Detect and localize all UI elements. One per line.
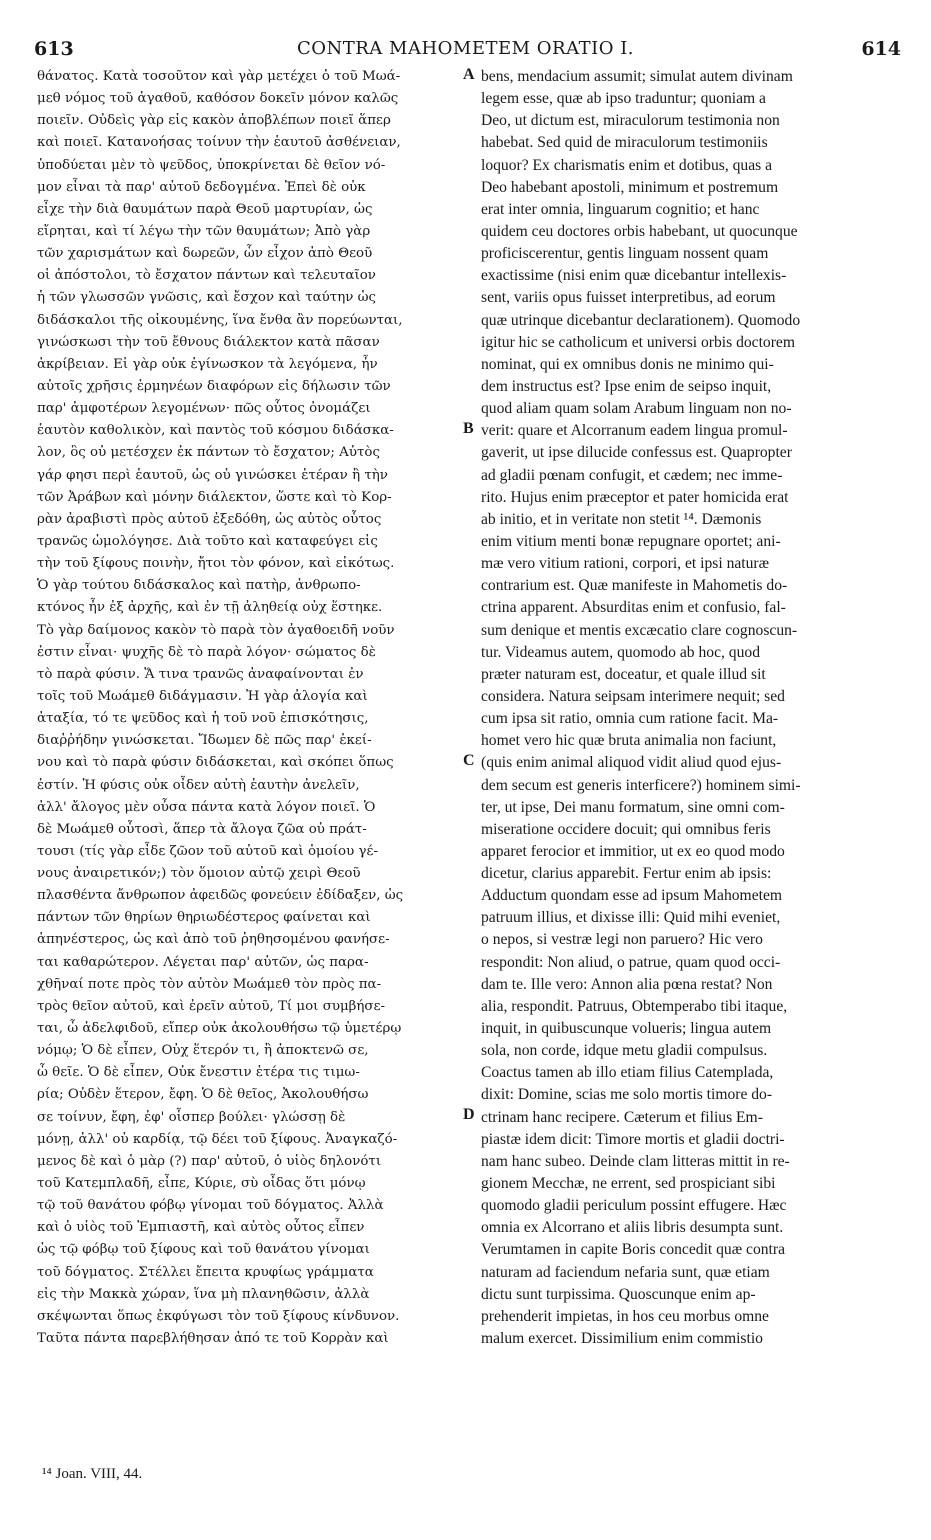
latin-text-line: patruum illius, et dixisse illi: Quid mihi eveniet, (481, 909, 781, 927)
greek-text-line: ὡς τῷ φόβῳ τοῦ ξίφους καὶ τοῦ θανάτου γίνομαι (37, 1242, 370, 1258)
greek-text-line: ται καθαρώτερον. Λέγεται παρ' αὐτῶν, ὡς παρα- (37, 954, 369, 970)
latin-text-line: apparet ferocior et immitior, ut ex eo quod modo (481, 842, 785, 860)
greek-text-line: πάντων τῶν θηρίων θηριωδέστερος φαίνεται καὶ (37, 910, 371, 926)
greek-text-line: ἀκρίβειαν. Εἰ γὰρ οὐκ ἐγίνωσκον τὰ λεγόμενα, ἦν (37, 356, 378, 372)
greek-text-line: εἴρηται, καὶ τί λέγω τὴν τῶν θαυμάτων; Ἀπὸ γὰρ (37, 223, 371, 239)
latin-text-line: dem instructus est? Ipse enim de seipso inquit, (481, 377, 772, 395)
latin-text-line: gionem Mecchæ, ne errent, sed prospiciant sibi (481, 1175, 776, 1193)
greek-text-line: οἱ ἀπόστολοι, τὸ ἔσχατον πάντων καὶ τελευταῖον (37, 268, 376, 284)
section-marker-d: D (463, 1106, 475, 1123)
greek-text-line: ται, ὦ ἀδελφιδοῦ, εἴπερ οὐκ ἀκολουθήσω τῷ ὑμετέρῳ (37, 1021, 402, 1037)
page-header (0, 0, 931, 64)
greek-text-line: τοῖς τοῦ Μωάμεθ διδάγμασιν. Ἡ γὰρ ἀλογία καὶ (37, 688, 368, 704)
latin-text-line: homet vero hic quæ bruta animalia non faciunt, (481, 732, 777, 750)
latin-text-line: igitur hic se catholicum et universi orbis doctorem (481, 333, 795, 351)
greek-text-line: Τὸ γὰρ δαίμονος κακὸν τὸ παρὰ τὸν ἀγαθοειδῆ νοῦν (37, 622, 395, 638)
greek-text-line: εἰς τὴν Μακκὰ χώραν, ἵνα μὴ πλανηθῶσιν, ἀλλὰ (37, 1286, 370, 1302)
greek-text-line: κτόνος ἦν ἐξ ἀρχῆς, καὶ ἐν τῇ ἀληθείᾳ οὐχ ἕστηκε. (37, 600, 383, 616)
latin-text-line: loquor? Ex charismatis enim et dotibus, quas a (481, 156, 773, 174)
greek-text-line: τὴν τοῦ ξίφους ποινὴν, ἤτοι τὸν φόνον, καὶ εἰκότως. (37, 556, 395, 572)
latin-text-line: Verumtamen in capite Boris concedit quæ contra (481, 1241, 785, 1259)
greek-text-line: τῷ τοῦ θανάτου φόβῳ γίνομαι τοῦ δόγματος. Ἀλλὰ (37, 1198, 384, 1214)
latin-text-line: dicetur, clarius apparebit. Fertur enim ab ipsis: (481, 865, 772, 883)
latin-text-line: legem esse, quæ ab ipso traduntur; quoniam a (481, 90, 766, 108)
latin-text-line: contrarium est. Quæ manifeste in Mahometis do- (481, 577, 788, 595)
greek-text-line: δὲ Μωάμεθ οὗτοσὶ, ἅπερ τὰ ἄλογα ζῶα οὐ πράτ- (37, 821, 367, 837)
greek-text-line: σε τοίνυν, ἔφη, ἐφ' οἷσπερ βούλει· γλώσσῃ δὲ (37, 1109, 346, 1125)
latin-text-line: mæ vero vitium rationi, corpori, et ipsi naturæ (481, 555, 770, 573)
latin-text-line: dem secum est generis interficere?) hominem simi- (481, 776, 801, 794)
greek-text-line: πλασθέντα ἄνθρωπον ἀφειδῶς φονεύειν ἐδίδαξεν, ὡς (37, 888, 404, 904)
greek-text-line: τρανῶς ὡμολόγησε. Διὰ τοῦτο καὶ καταφεύγει εἰς (37, 533, 378, 549)
latin-text-line: verit: quare et Alcorranum eadem lingua promul- (481, 422, 788, 440)
latin-text-line: nominat, qui ex omnibus donis ne minimo qui- (481, 355, 774, 373)
section-marker-b: B (463, 420, 474, 437)
greek-text-line: αὐτοῖς χρῆσις ἑρμηνέων διαφόρων εἰς δήλωσιν τῶν (37, 378, 391, 394)
greek-text-line: καὶ ποιεῖ. Κατανοήσας τοίνυν τὴν ἑαυτοῦ ἀσθένειαν, (37, 135, 401, 151)
latin-text-line: Coactus tamen ab illo etiam filius Catemplada, (481, 1064, 774, 1082)
latin-text-line: bens, mendacium assumit; simulat autem divinam (481, 68, 793, 85)
greek-text-line: ἡ τῶν γλωσσῶν γνῶσις, καὶ ἔσχον καὶ ταύτην ὡς (37, 290, 377, 306)
greek-text-line: θάνατος. Κατὰ τοσοῦτον καὶ γὰρ μετέχει ὁ τοῦ Μωά- (37, 69, 401, 84)
greek-text-line: χθῆναί ποτε πρὸς τὸν αὐτὸν Μωάμεθ τὸν πρὸς πα- (37, 976, 382, 992)
latin-text-line: ad gladii pœnam confugit, et cædem; nec imme- (481, 466, 783, 484)
latin-text-line: malum exercet. Dissimilium enim commistio (481, 1330, 763, 1348)
greek-text-line: παρ' ἀμφοτέρων λεγομένων· πῶς οὗτος ὀνομάζει (37, 401, 371, 417)
latin-text-line: Adductum quondam esse ad ipsum Mahometem (481, 887, 782, 905)
latin-text-line: quomodo gladii periculum possint effugere. Hæc (481, 1197, 787, 1215)
greek-text-line: ἐστίν. Ἡ φύσις οὐκ οἶδεν αὐτὴ ἑαυτὴν ἀνελεῖν, (37, 777, 360, 793)
greek-text-line: τῶν Ἀράβων καὶ μόνην διάλεκτον, ὥστε καὶ τὸ Κορ- (37, 489, 392, 505)
greek-text-line: μον εἶναι τὰ παρ' αὐτοῦ δεδογμένα. Ἐπεὶ δὲ οὐκ (37, 179, 366, 195)
page-number-right: 614 (861, 38, 901, 60)
greek-text-line: ἑαυτὸν καθολικὸν, καὶ παντὸς τοῦ κόσμου διδάσκα- (37, 423, 394, 439)
latin-column (481, 66, 903, 1350)
latin-text-line: ctrinam hanc recipere. Cæterum et filius Em- (481, 1108, 763, 1126)
latin-text-line: quidem ceu doctores orbis habebant, ut quocunque (481, 222, 798, 240)
latin-text-line: tur. Videamus autem, quomodo ab hoc, quod (481, 643, 760, 661)
latin-text-line: alia, respondit. Patruus, Obtemperabo tibi itaque, (481, 997, 788, 1015)
greek-text-line: σκέψωνται ὅπως ἐκφύγωσι τὸν τοῦ ξίφους κίνδυνον. (37, 1308, 400, 1324)
greek-text-line: ἀλλ' ἄλογος μὲν οὖσα πάντα κατὰ λόγον ποιεῖ. Ὁ (37, 799, 376, 815)
latin-text-line: sent, variis opus fuisset interpretibus, ad eorum (481, 289, 776, 307)
latin-text-line: dixit: Domine, scias me solo mortis timore do- (481, 1086, 773, 1104)
latin-text-line: rito. Hujus enim præceptor et pater homicida erat (481, 488, 789, 506)
latin-text-line: habebat. Sed quid de miraculorum testimoniis (481, 134, 768, 152)
latin-text-line: o nepos, si vestræ legi non paruero? Hic vero (481, 931, 763, 949)
greek-text-line: τρὸς θεῖον αὐτοῦ, καὶ ἐρεῖν αὐτοῦ, Τί μοι συμβήσε- (37, 998, 386, 1014)
greek-column (37, 66, 457, 1350)
latin-text-line: quod aliam quam solam Arabum linguam non no- (481, 400, 792, 418)
latin-text-line: naturam ad faciendum nefaria sunt, quæ etiam (481, 1263, 770, 1281)
latin-text-line: inquit, in quibuscunque volueris; lingua autem (481, 1020, 772, 1038)
latin-text-line: omnia ex Alcorrano et aliis libris desumpta sunt. (481, 1219, 784, 1237)
latin-text-line: ctrina apparent. Absurditas enim et confusio, fal- (481, 599, 786, 617)
latin-text-line: dam te. Ille vero: Annon alia pœna restat? Non (481, 975, 773, 993)
greek-text-line: τουσι (τίς γὰρ εἶδε ζῶον τοῦ αὐτοῦ καὶ ὁμοίου γέ- (37, 843, 378, 859)
latin-text-line: cum ipsa sit ratio, omnia cum ratione facit. Ma- (481, 710, 779, 728)
latin-text-line: exactissime (nisi enim quæ dicebantur intellexis- (481, 267, 787, 285)
greek-text-line: ποιεῖν. Οὐδεὶς γὰρ εἰς κακὸν ἀποβλέπων ποιεῖ ἅπερ (37, 113, 391, 129)
greek-text-line: γινώσκωσι τὴν τοῦ ἔθνους διάλεκτον κατὰ πᾶσαν (37, 334, 380, 350)
latin-text-line: miseratione occidere docuit; qui omnibus feris (481, 820, 771, 838)
greek-text-line: μεθ νόμος τοῦ ἀγαθοῦ, καθόσον δοκεῖν μόνον καλῶς (37, 91, 399, 107)
latin-text-line: gaverit, ut ipse dilucide confessus est. Quapropter (481, 444, 792, 462)
greek-text-line: ἐστιν εἶναι· ψυχῆς δὲ τὸ παρὰ λόγον· σώματος δὲ (37, 644, 376, 660)
greek-text-line: μόνῃ, ἀλλ' οὐ καρδίᾳ, τῷ δέει τοῦ ξίφους. Ἀναγκαζό- (37, 1131, 398, 1147)
greek-text-line: νου καὶ τὸ παρὰ φύσιν διδάσκεται, καὶ σκόπει ὅπως (37, 755, 394, 771)
greek-text-line: ὑποδύεται μὲν τὸ ψεῦδος, ὑποκρίνεται δὲ θεῖον νό- (37, 157, 386, 173)
page-number-left: 613 (34, 38, 74, 60)
greek-text-line: γάρ φησι περὶ ἑαυτοῦ, ὡς οὐ γινώσκει ἑτέραν ἢ τὴν (37, 467, 388, 483)
greek-text-line: ρὰν ἀραβιστὶ πρὸς αὐτοῦ ἐξεδόθη, ὡς αὐτὸς οὗτος (37, 511, 382, 527)
greek-text-line: Ὁ γὰρ τούτου διδάσκαλος καὶ πατὴρ, ἀνθρωπο- (37, 578, 361, 594)
greek-text-line: νους ἀναιρετικόν;) τὸν ὅμοιον αὐτῷ χειρὶ Θεοῦ (37, 866, 361, 882)
latin-text-line: præter naturam est, doceatur, et quale illud sit (481, 665, 766, 683)
latin-text-line: ab initio, et in veritate non stetit ¹⁴. Dæmonis (481, 510, 762, 528)
greek-text-line: τὸ παρὰ φύσιν. Ἅ τινα τρανῶς ἀναφαίνονται ἐν (37, 666, 364, 682)
greek-text-line: λον, ὃς οὐ μετέσχεν ἐκ πάντων τὸ ἔσχατον; Αὐτὸς (37, 445, 380, 461)
greek-text-line: ἀταξία, τό τε ψεῦδος καὶ ἡ τοῦ νοῦ ἐπισκότησις, (37, 711, 369, 727)
latin-text-line: prehenderit impietas, in hos ceu morbus omne (481, 1307, 769, 1325)
latin-text-line: ter, ut ipse, Dei manu formatum, sine omni com- (481, 798, 785, 816)
greek-text-line: τοῦ δόγματος. Στέλλει ἔπειτα κρυφίως γράμματα (37, 1264, 374, 1280)
greek-text-line: νόμῳ; Ὁ δὲ εἶπεν, Οὐχ ἕτερόν τι, ἢ ἀποκτενῶ σε, (37, 1043, 369, 1059)
running-title: CONTRA MAHOMETEM ORATIO I. (296, 38, 635, 59)
latin-text-line: proficiscerentur, gentis linguam nossent quam (481, 245, 769, 263)
latin-text-line: enim vitium menti bonæ repugnare oportet; ani- (481, 532, 781, 550)
greek-text-line: τοῦ Κατεμπλαδῆ, εἶπε, Κύριε, σὺ οἶδας ὅτι μόνῳ (37, 1176, 366, 1192)
greek-text-line: ἀπηνέστερος, ὡς καὶ ἀπὸ τοῦ ῥηθησομένου φανήσε- (37, 932, 390, 948)
latin-text-line: (quis enim animal aliquod vidit aliud quod ejus- (481, 754, 782, 772)
latin-text-line: considera. Natura seipsam interimere nequit; sed (481, 687, 785, 705)
latin-text-line: sola, non corde, idque metu gladii compulsus. (481, 1042, 768, 1060)
section-marker-c: C (463, 752, 475, 769)
latin-text-line: Deo, ut dictum est, miraculorum testimonia non (481, 112, 780, 130)
section-marker-a: A (463, 66, 475, 83)
latin-text-line: erat inter omnia, linguarum cognitio; et hanc (481, 200, 760, 218)
greek-text-line: τῶν χαρισμάτων καὶ δωρεῶν, ὧν εἶχον ἀπὸ Θεοῦ (37, 246, 373, 262)
latin-text-line: nam hanc subeo. Deinde clam litteras mittit in re- (481, 1152, 790, 1170)
footnote: ¹⁴ Joan. VIII, 44. (42, 1466, 143, 1482)
latin-text-line: piastæ idem dicit: Timore mortis et gladii doctri- (481, 1130, 785, 1148)
greek-text-line: ὦ θεῖε. Ὁ δὲ εἶπεν, Οὐκ ἔνεστιν ἑτέρα τις τιμω- (37, 1065, 360, 1081)
greek-text-line: εἶχε τὴν διὰ θαυμάτων παρὰ Θεοῦ μαρτυρίαν, ὡς (37, 201, 373, 217)
greek-text-line: διαῤῥήδην γινώσκεται. Ἴδωμεν δὲ πῶς παρ' ἐκεί- (37, 733, 372, 749)
greek-text-line: καὶ ὁ υἱὸς τοῦ Ἐμπιαστῆ, καὶ αὐτὸς οὗτος εἶπεν (37, 1220, 365, 1236)
greek-text-line: Ταῦτα πάντα παρεβλήθησαν ἀπό τε τοῦ Κορρὰν καὶ (37, 1331, 389, 1347)
greek-text-line: ρία; Οὐδὲν ἕτερον, ἔφη. Ὁ δὲ θεῖος, Ἀκολουθήσω (37, 1087, 369, 1103)
latin-text-line: Deo habebant apostoli, minimum et postremum (481, 178, 779, 196)
latin-text-line: sum denique et mentis excæcatio clare cognoscun- (481, 621, 798, 639)
greek-text-line: διδάσκαλοι τῆς οἰκουμένης, ἵνα ἔνθα ἂν πορεύωνται, (37, 312, 403, 328)
greek-text-line: μενος δὲ καὶ ὁ μὰρ (?) παρ' αὐτοῦ, ὁ υἱὸς δηλονότι (37, 1153, 382, 1169)
latin-text-line: dictu sunt turpissima. Quoscunque enim ap- (481, 1285, 756, 1303)
latin-text-line: quæ utrinque dicebantur declarationem). Quomodo (481, 311, 801, 329)
latin-text-line: respondit: Non aliud, o patrue, quam quod occi- (481, 953, 781, 971)
